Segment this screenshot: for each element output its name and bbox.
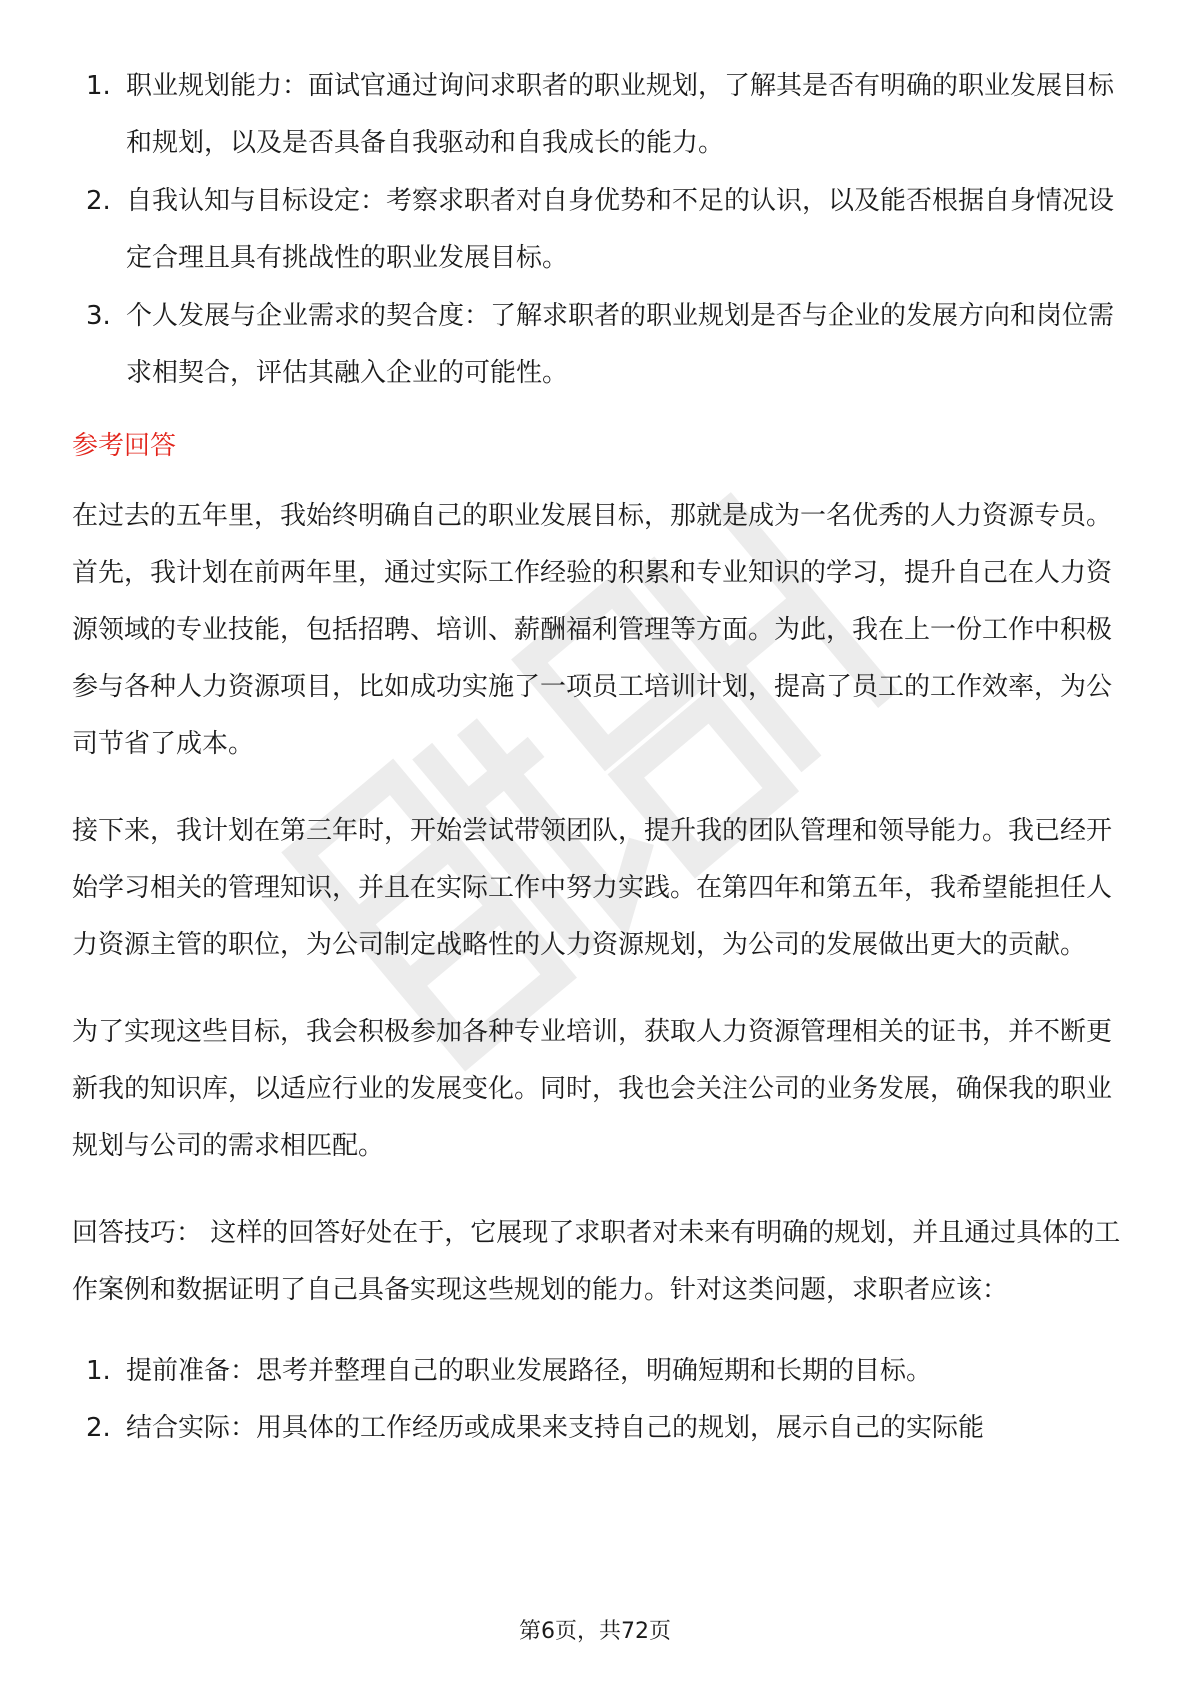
list-text: 职业规划能力：面试官通过询问求职者的职业规划，了解其是否有明确的职业发展目标和规划，以及是否具备自我驱动和自我成长的能力。 xyxy=(126,71,1115,158)
list-item xyxy=(72,58,1122,172)
list-number: 1. xyxy=(86,71,111,101)
list-text: 结合实际：用具体的工作经历或成果来支持自己的规划，展示自己的实际能 xyxy=(126,1413,985,1443)
list-number: 3. xyxy=(86,301,111,331)
answer-paragraph: 在过去的五年里，我始终明确自己的职业发展目标，那就是成为一名优秀的人力资源专员。首先，我计划在前两年里，通过实际工作经验的积累和专业知识的学习，提升自己在人力资源领域的专业技能，包括招聘、培训、薪酬福利管理等方面。为此，我在上一份工作中积极参与各种人力资源项目，比如成功实施了一项员工培训计划，提高了员工的工作效率，为公司节省了成本。 xyxy=(72,501,1113,759)
tips-list xyxy=(72,1343,1122,1457)
list-number: 2. xyxy=(86,1413,111,1443)
criteria-list xyxy=(72,58,1122,402)
answer-paragraph: 接下来，我计划在第三年时，开始尝试带领团队，提升我的团队管理和领导能力。我已经开始学习相关的管理知识，并且在实际工作中努力实践。在第四年和第五年，我希望能担任人力资源主管的职位，为公司制定战略性的人力资源规划，为公司的发展做出更大的贡献。 xyxy=(72,816,1113,960)
list-text: 自我认知与目标设定：考察求职者对自身优势和不足的认识，以及能否根据自身情况设定合理且具有挑战性的职业发展目标。 xyxy=(126,186,1115,273)
list-item xyxy=(72,173,1122,287)
list-number: 1. xyxy=(86,1356,111,1386)
document-body xyxy=(72,58,1122,1457)
page-number: 第6页，共72页 xyxy=(519,1619,671,1644)
list-item xyxy=(72,288,1122,402)
list-text: 个人发展与企业需求的契合度：了解求职者的职业规划是否与企业的发展方向和岗位需求相契合，评估其融入企业的可能性。 xyxy=(126,301,1115,388)
answer-paragraph: 为了实现这些目标，我会积极参加各种专业培训，获取人力资源管理相关的证书，并不断更新我的知识库，以适应行业的发展变化。同时，我也会关注公司的业务发展，确保我的职业规划与公司的需求相匹配。 xyxy=(72,1017,1113,1161)
list-text: 提前准备：思考并整理自己的职业发展路径，明确短期和长期的目标。 xyxy=(126,1356,933,1386)
list-number: 2. xyxy=(86,186,111,216)
list-item xyxy=(72,1343,1122,1400)
tips-paragraph: 回答技巧： 这样的回答好处在于，它展现了求职者对未来有明确的规划，并且通过具体的工作案例和数据证明了自己具备实现这些规划的能力。针对这类问题，求职者应该： xyxy=(72,1218,1121,1305)
list-item xyxy=(72,1400,1122,1457)
section-heading: 参考回答 xyxy=(72,431,177,461)
